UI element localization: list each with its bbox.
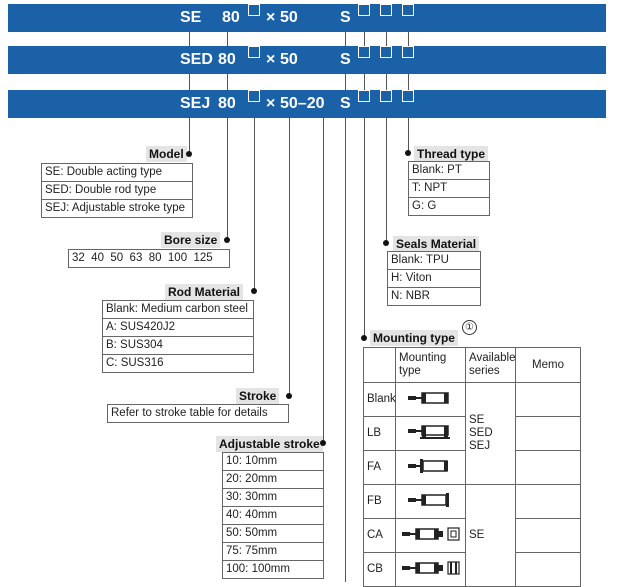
connector-thread [408, 118, 409, 153]
note-marker: ① [462, 320, 477, 335]
thread-type-option: Blank: PT [409, 162, 489, 180]
rod-material-option: A: SUS420J2 [103, 319, 253, 337]
memo-cell [516, 383, 581, 417]
code-suffix: S [340, 51, 351, 68]
rod-material-title: Rod Material [165, 284, 243, 300]
adjustable-stroke-options [222, 452, 324, 579]
adjustable-stroke-dot [320, 440, 326, 446]
rod-material-option: B: SUS304 [103, 337, 253, 355]
code-suffix: S [340, 95, 351, 112]
connector-seals [386, 118, 387, 242]
bore-size-values [68, 249, 230, 268]
band-tick [345, 32, 346, 46]
seals-material-dot [383, 240, 389, 246]
mount-code: CB [364, 553, 396, 587]
code-bore: 80 [218, 95, 236, 112]
model-option: SE: Double acting type [42, 164, 192, 182]
connector-bore [227, 118, 228, 238]
model-option: SED: Double rod type [42, 182, 192, 200]
header-mounting: Mounting type [396, 348, 466, 383]
mount-code: FA [364, 451, 396, 485]
code-stroke: 50–20 [280, 95, 325, 112]
thread-type-dot [405, 150, 411, 156]
stroke-note-box [107, 404, 289, 423]
code-checkbox [402, 90, 414, 102]
rod-material-dot [251, 288, 257, 294]
code-bore: 80 [222, 9, 240, 26]
code-x: × [266, 51, 276, 68]
memo-cell [516, 417, 581, 451]
memo-cell [516, 451, 581, 485]
table-header-row [364, 348, 581, 383]
rod-material-option: C: SUS316 [106, 357, 164, 369]
seals-material-option: N: NBR [391, 290, 430, 302]
mounting-type-dot [361, 335, 367, 341]
seals-material-option: H: Viton [388, 270, 480, 288]
code-checkbox [358, 46, 370, 58]
connector-mounting-2 [364, 118, 365, 338]
model-dot [186, 151, 192, 157]
band-tick [408, 74, 409, 90]
band-tick [189, 74, 190, 90]
cylinder-clevis-icon [396, 519, 466, 553]
code-x: × [266, 95, 276, 112]
code-suffix: S [340, 9, 351, 26]
band-tick [189, 32, 190, 46]
memo-cell [516, 519, 581, 553]
code-x: × [266, 9, 276, 26]
code-checkbox [358, 4, 370, 16]
code-checkbox [380, 90, 392, 102]
bore-size-dot [224, 237, 230, 243]
series-item: SE [469, 414, 485, 426]
model-code-band-sed [8, 46, 606, 74]
cylinder-rear-flange-icon [396, 485, 466, 519]
model-title: Model [146, 146, 187, 162]
adjustable-stroke-option: 100: 100mm [226, 563, 290, 575]
series-group-1 [466, 383, 516, 485]
model-options [41, 163, 193, 218]
code-checkbox [402, 46, 414, 58]
band-tick [345, 74, 346, 90]
adjustable-stroke-option: 50: 50mm [223, 525, 323, 543]
table-row [364, 485, 581, 519]
mounting-type-table [363, 347, 581, 587]
connector-mounting [345, 118, 346, 582]
model-option: SEJ: Adjustable stroke type [45, 202, 185, 214]
table-row [364, 383, 581, 417]
code-checkbox [380, 4, 392, 16]
model-code-band-se [8, 4, 606, 32]
adjustable-stroke-option: 30: 30mm [223, 489, 323, 507]
header-series: Available series [466, 348, 516, 383]
cylinder-double-clevis-icon [396, 553, 466, 587]
code-checkbox [248, 46, 260, 58]
thread-type-title: Thread type [414, 146, 488, 162]
band-tick [386, 74, 387, 90]
code-stroke: 50 [280, 51, 298, 68]
code-checkbox [248, 4, 260, 16]
rod-material-options [102, 300, 254, 373]
band-tick [364, 74, 365, 90]
seals-material-title: Seals Material [393, 236, 479, 252]
connector-model [189, 118, 190, 154]
adjustable-stroke-option: 40: 40mm [223, 507, 323, 525]
code-stroke: 50 [280, 9, 298, 26]
band-tick [227, 74, 228, 90]
stroke-title: Stroke [236, 388, 279, 404]
thread-type-options [408, 161, 490, 216]
mount-code: FB [364, 485, 396, 519]
code-bore: 80 [218, 51, 236, 68]
band-tick [386, 32, 387, 46]
seals-material-options [387, 251, 481, 306]
mount-code: LB [364, 417, 396, 451]
code-prefix: SEJ [180, 95, 211, 112]
model-code-band-sej [8, 90, 606, 118]
band-tick [227, 32, 228, 46]
code-checkbox [402, 4, 414, 16]
header-blank [364, 348, 396, 383]
mounting-type-title: Mounting type [370, 330, 458, 346]
adjustable-stroke-option: 20: 20mm [223, 471, 323, 489]
memo-cell [516, 485, 581, 519]
code-prefix: SE [180, 9, 202, 26]
stroke-dot [286, 393, 292, 399]
thread-type-option: T: NPT [409, 180, 489, 198]
mount-code: Blank [364, 383, 396, 417]
series-group-2: SE [466, 485, 516, 587]
seals-material-option: Blank: TPU [388, 252, 480, 270]
band-tick [364, 32, 365, 46]
mount-code: CA [364, 519, 396, 553]
adjustable-stroke-title: Adjustable stroke [216, 436, 323, 452]
connector-adjustable [323, 118, 324, 442]
stroke-note: Refer to stroke table for details [111, 407, 268, 419]
bore-size-title: Bore size [161, 232, 220, 248]
cylinder-front-flange-icon [396, 451, 466, 485]
band-tick [408, 32, 409, 46]
series-item: SEJ [469, 440, 491, 452]
cylinder-foot-icon [396, 417, 466, 451]
code-checkbox [380, 46, 392, 58]
code-prefix: SED [180, 51, 213, 68]
header-memo: Memo [516, 348, 581, 383]
adjustable-stroke-option: 10: 10mm [223, 453, 323, 471]
connector-rod [254, 118, 255, 290]
memo-cell [516, 553, 581, 587]
cylinder-basic-icon [396, 383, 466, 417]
connector-stroke [289, 118, 290, 394]
thread-type-option: G: G [412, 200, 437, 212]
bore-size-list: 32 40 50 63 80 100 125 [72, 252, 213, 264]
code-checkbox [358, 90, 370, 102]
series-item: SED [469, 427, 493, 439]
rod-material-option: Blank: Medium carbon steel [103, 301, 253, 319]
adjustable-stroke-option: 75: 75mm [223, 543, 323, 561]
code-checkbox [248, 90, 260, 102]
